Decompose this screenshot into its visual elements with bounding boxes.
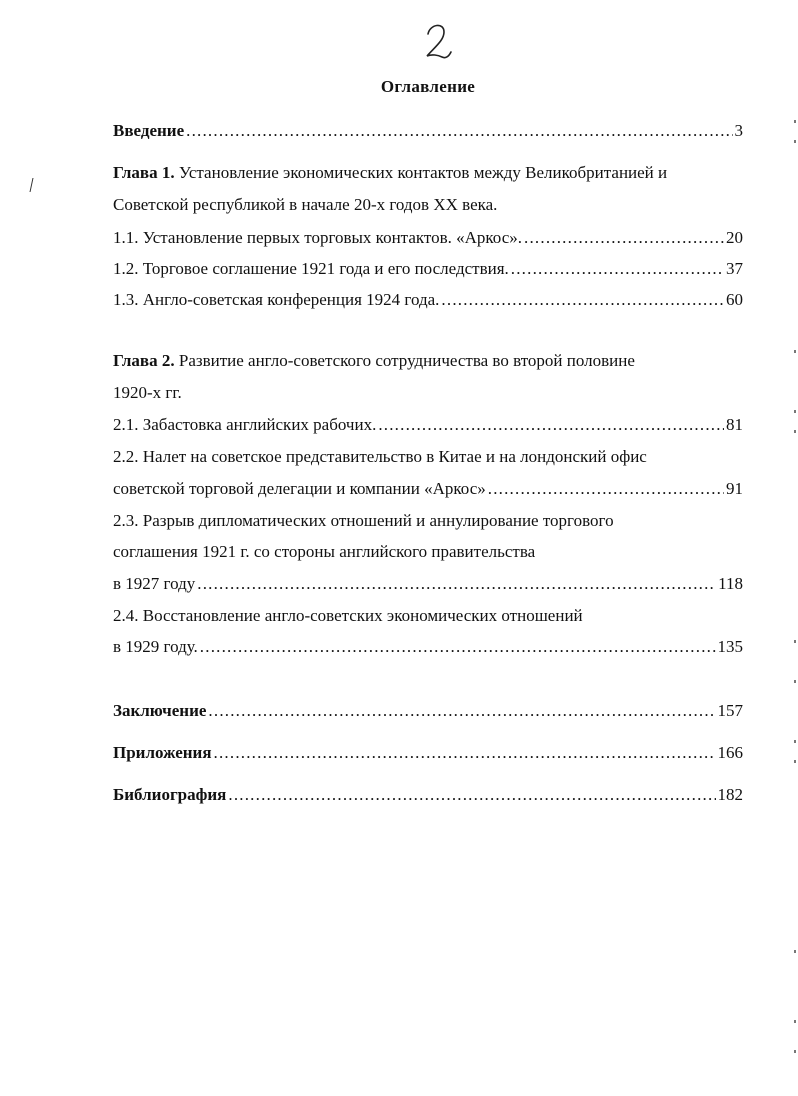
toc-label: Введение: [113, 121, 185, 140]
toc-entry-2-3-line1: 2.3. Разрыв дипломатических отношений и аннулирование торгового: [113, 511, 614, 530]
toc-page-number: 135: [717, 637, 743, 656]
toc-page-number: 20: [726, 228, 743, 247]
toc-leader-dots: [186, 120, 732, 142]
toc-entry-2-2-line1: 2.2. Налет на советское представительство в Китае и на лондонский офис: [113, 447, 647, 466]
toc-leader-dots: [214, 742, 716, 764]
toc-leader-dots: [197, 573, 716, 595]
page-title: Оглавление: [380, 77, 476, 96]
toc-entry-appendices: [113, 742, 743, 764]
toc-page-number: 91: [726, 479, 743, 498]
toc-leader-dots: [378, 414, 724, 436]
toc-entry-bibliography: [113, 784, 743, 806]
toc-label: советской торговой делегации и компании «Аркос»: [113, 479, 486, 498]
toc-entry-2-3: [113, 573, 743, 595]
toc-entry-1-1: [113, 227, 743, 249]
chapter1-heading-continued: Советской республикой в начале 20-х годов XX века.: [113, 195, 498, 214]
toc-page-number: 157: [717, 701, 743, 720]
toc-entry-1-3: [113, 289, 743, 311]
handwritten-digit-two: [418, 18, 458, 68]
chapter2-heading-continued: 1920-х гг.: [113, 383, 182, 402]
chapter1-heading-text: Установление экономических контактов между Великобританией и: [174, 163, 668, 182]
toc-label: 1.3. Англо-советская конференция 1924 года.: [113, 290, 440, 309]
chapter1-heading: [113, 162, 743, 184]
toc-label: 1.2. Торговое соглашение 1921 года и его последствия.: [113, 259, 509, 278]
toc-leader-dots: [524, 227, 724, 249]
toc-page-number: 60: [726, 290, 743, 309]
toc-leader-dots: [208, 700, 715, 722]
margin-pen-mark: [30, 178, 38, 192]
toc-leader-dots: [441, 289, 724, 311]
toc-label: Библиография: [113, 785, 227, 804]
toc-label: Приложения: [113, 743, 212, 762]
toc-entry-2-3-line2: соглашения 1921 г. со стороны английского правительства: [113, 542, 536, 561]
toc-entry-conclusion: [113, 700, 743, 722]
toc-entry-intro: [113, 120, 743, 142]
chapter2-heading-text: Развитие англо-советского сотрудничества во второй половине: [174, 351, 635, 370]
toc-label: в 1929 году.: [113, 637, 198, 656]
toc-page-number: 3: [734, 121, 743, 140]
toc-label: в 1927 году: [113, 574, 196, 593]
toc-entry-2-4-line1: 2.4. Восстановление англо-советских экономических отношений: [113, 606, 583, 625]
scan-edge-artifacts: [792, 120, 798, 1080]
toc-label: 1.1. Установление первых торговых контактов. «Аркос».: [113, 228, 523, 247]
toc-page-number: 37: [726, 259, 743, 278]
page-number-text: [418, 18, 419, 19]
toc-label: Заключение: [113, 701, 207, 720]
toc-page-number: 166: [717, 743, 743, 762]
toc-leader-dots: [200, 636, 716, 658]
toc-entry-2-1: [113, 414, 743, 436]
toc-page-number: 182: [717, 785, 743, 804]
toc-page-number: 81: [726, 415, 743, 434]
toc-entry-2-4: [113, 636, 743, 658]
handwritten-page-number: [418, 18, 458, 68]
toc-leader-dots: [511, 258, 724, 280]
chapter1-heading-label: Глава 1.: [113, 163, 175, 182]
chapter2-heading-label: Глава 2.: [113, 351, 175, 370]
chapter2-heading: [113, 350, 743, 372]
toc-page-number: 118: [718, 574, 743, 593]
toc-leader-dots: [488, 478, 724, 500]
toc-leader-dots: [228, 784, 715, 806]
toc-label: 2.1. Забастовка английских рабочих.: [113, 415, 377, 434]
toc-entry-2-2: [113, 478, 743, 500]
toc-entry-1-2: [113, 258, 743, 280]
